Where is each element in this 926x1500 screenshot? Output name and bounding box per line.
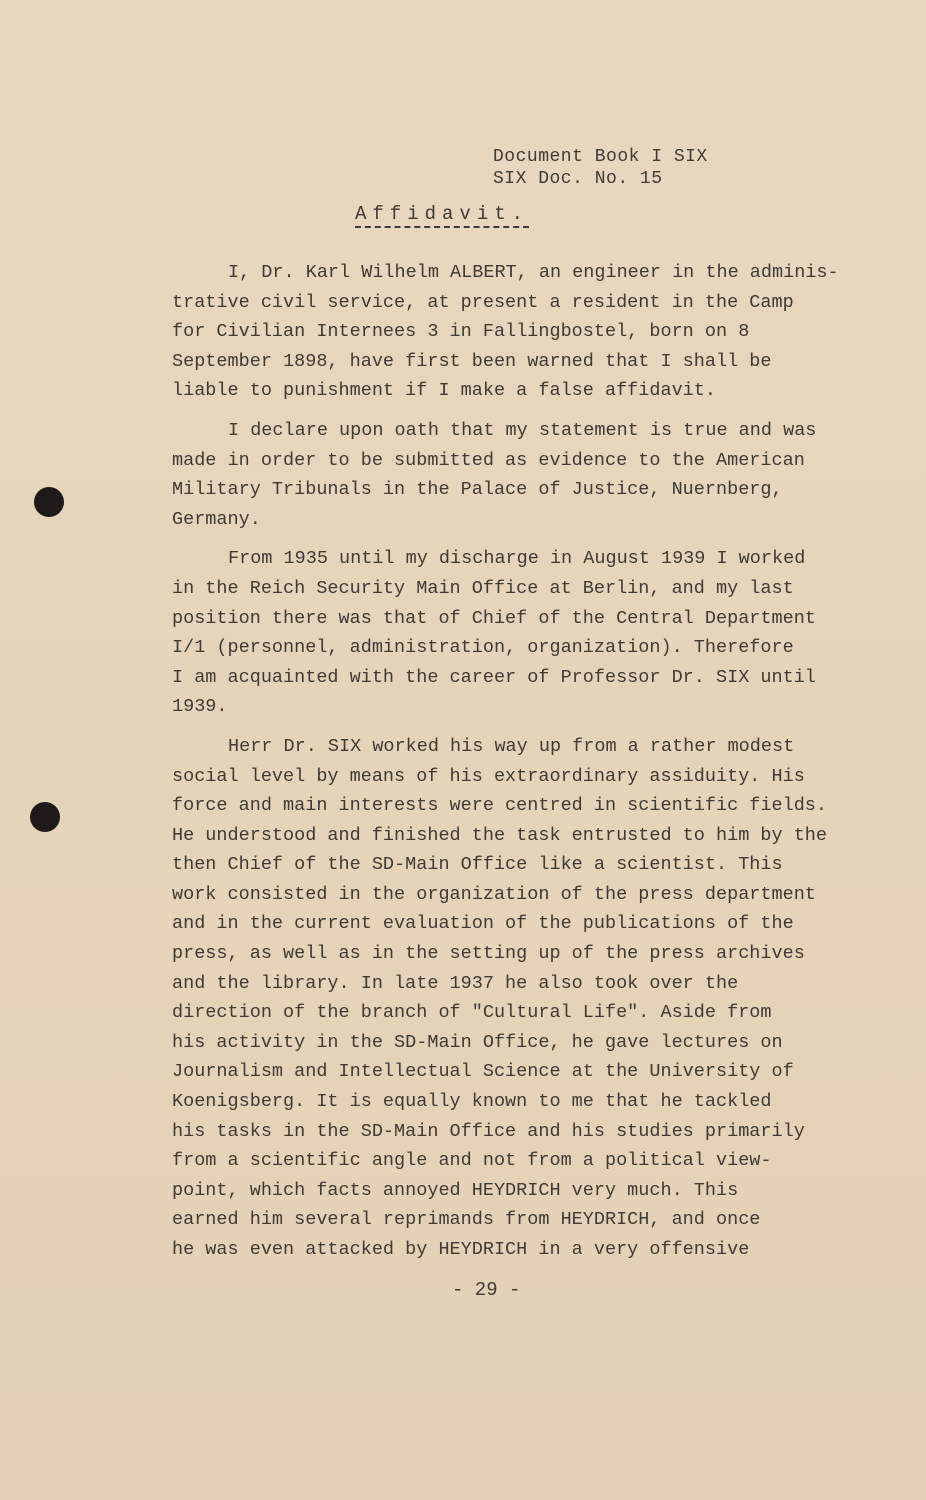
text-line: I am acquainted with the career of Professor Dr. SIX until xyxy=(172,666,816,688)
text-line: and the library. In late 1937 he also took over the xyxy=(172,972,739,994)
text-line: for Civilian Internees 3 in Fallingbostel, born on 8 xyxy=(172,321,750,343)
paragraph-oath xyxy=(172,416,872,534)
text-line: earned him several reprimands from HEYDRICH, and once xyxy=(172,1209,761,1231)
paragraph-identity xyxy=(172,258,872,406)
text-line: point, which facts annoyed HEYDRICH very much. This xyxy=(172,1179,739,1201)
text-line: force and main interests were centred in scientific fields. xyxy=(172,795,828,817)
text-line: trative civil service, at present a resident in the Camp xyxy=(172,291,794,313)
document-reference xyxy=(493,146,708,190)
paragraph-six-work xyxy=(172,732,872,1265)
text-line: I/1 (personnel, administration, organization). Therefore xyxy=(172,637,794,659)
text-line: in the Reich Security Main Office at Berlin, and my last xyxy=(172,577,794,599)
text-line: From 1935 until my discharge in August 1939 I worked xyxy=(228,548,806,570)
text-line: I, Dr. Karl Wilhelm ALBERT, an engineer in the adminis- xyxy=(228,262,839,283)
text-line: his activity in the SD-Main Office, he gave lectures on xyxy=(172,1031,783,1053)
text-line: from a scientific angle and not from a political view- xyxy=(172,1150,772,1172)
punch-hole-bottom xyxy=(30,802,60,832)
text-line: liable to punishment if I make a false affidavit. xyxy=(172,380,716,402)
text-line: direction of the branch of "Cultural Life". Aside from xyxy=(172,1002,772,1024)
text-line: his tasks in the SD-Main Office and his studies primarily xyxy=(172,1120,805,1142)
paragraph-career xyxy=(172,544,872,722)
text-line: Herr Dr. SIX worked his way up from a rather modest xyxy=(228,735,795,757)
text-line: and in the current evaluation of the publications of the xyxy=(172,913,794,935)
text-line: Journalism and Intellectual Science at the University of xyxy=(172,1061,794,1083)
document-book-line: Document Book I SIX xyxy=(493,147,708,167)
punch-hole-top xyxy=(34,487,64,517)
text-line: September 1898, have first been warned that I shall be xyxy=(172,350,772,372)
text-line: I declare upon oath that my statement is true and was xyxy=(228,419,817,441)
page-number: - 29 - xyxy=(452,1279,521,1301)
text-line: Military Tribunals in the Palace of Justice, Nuernberg, xyxy=(172,479,783,501)
affidavit-body xyxy=(172,258,872,1275)
text-line: he was even attacked by HEYDRICH in a very offensive xyxy=(172,1239,750,1260)
text-line: press, as well as in the setting up of the press archives xyxy=(172,943,805,965)
text-line: Koenigsberg. It is equally known to me that he tackled xyxy=(172,1091,772,1113)
text-line: 1939. xyxy=(172,696,228,718)
text-line: position there was that of Chief of the Central Department xyxy=(172,607,816,629)
text-line: He understood and finished the task entrusted to him by the xyxy=(172,824,828,846)
text-line: social level by means of his extraordinary assiduity. His xyxy=(172,765,805,787)
document-title: Affidavit. xyxy=(355,203,529,228)
document-number-line: SIX Doc. No. 15 xyxy=(493,169,663,189)
text-line: work consisted in the organization of the press department xyxy=(172,883,816,905)
text-line: Germany. xyxy=(172,508,261,530)
text-line: made in order to be submitted as evidence to the American xyxy=(172,449,805,471)
text-line: then Chief of the SD-Main Office like a scientist. This xyxy=(172,854,783,876)
